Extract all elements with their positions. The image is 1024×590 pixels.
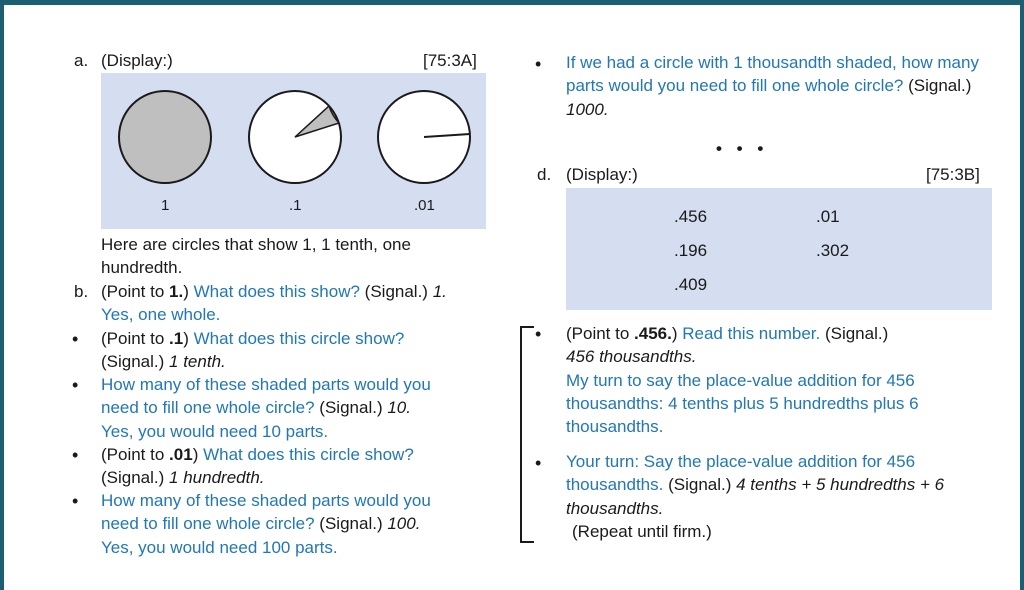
part-b-letter: b.	[74, 282, 89, 301]
numbers-display-panel	[566, 188, 992, 310]
part-a-heading: (Display:)	[101, 51, 173, 70]
display-number: .409	[674, 275, 708, 294]
circles-display-panel	[101, 73, 486, 229]
whole-circle	[119, 91, 211, 183]
part-b-item-1: (Point to 1.) What does this show? (Signal.) 1. Yes, one whole.	[101, 282, 447, 325]
bullet-icon: •	[72, 375, 79, 395]
display-number: .01	[816, 207, 840, 226]
part-b-item-4: (Point to .01) What does this circle show? (Signal.) 1 hundredth.	[101, 445, 414, 488]
bullet-icon: •	[535, 324, 542, 344]
part-a-letter: a.	[74, 51, 89, 70]
circle-label-tenth: .1	[289, 197, 302, 214]
display-number: .456	[674, 207, 708, 226]
part-d-ref: [75:3B]	[926, 165, 980, 184]
bullet-icon: •	[72, 491, 79, 511]
part-b-item-2: (Point to .1) What does this circle show? (Signal.) 1 tenth.	[101, 329, 405, 372]
part-d-heading: (Display:)	[566, 165, 638, 184]
ellipsis-separator: • • •	[716, 139, 769, 158]
circle-label-hundredth: .01	[414, 197, 435, 214]
part-a-ref: [75:3A]	[423, 51, 477, 70]
part-a-caption: Here are circles that show 1, 1 tenth, one hundredth.	[101, 235, 411, 278]
repeat-bracket	[512, 325, 542, 549]
bullet-icon: •	[535, 453, 542, 473]
part-c-item: If we had a circle with 1 thousandth shaded, how many parts would you need to fill one whole circle? (Signal.) 1000.	[566, 53, 979, 119]
circle-label-1: 1	[161, 197, 170, 214]
bullet-icon: •	[72, 445, 79, 465]
part-d-item-2: Your turn: Say the place-value addition for 456 thousandths. (Signal.) 4 tenths + 5 hundredths + 6 thousandths. (Repeat until firm.)	[566, 452, 945, 541]
bullet-icon: •	[535, 54, 542, 74]
display-number: .302	[816, 241, 850, 260]
page	[4, 5, 1020, 590]
part-b-item-5: How many of these shaded parts would you need to fill one whole circle? (Signal.) 100. Yes, you would need 100 parts.	[101, 491, 431, 557]
display-number: .196	[674, 241, 708, 260]
part-b-item-3: How many of these shaded parts would you need to fill one whole circle? (Signal.) 10. Yes, you would need 10 parts.	[101, 375, 431, 441]
bullet-icon: •	[72, 329, 79, 349]
part-d-item-1: (Point to .456.) Read this number. (Signal.) 456 thousandths. My turn to say the place-value addition for 456 thousandths: 4 tenths plus 5 hundredths plus 6 thousandths.	[566, 324, 919, 437]
part-d-letter: d.	[537, 165, 552, 184]
